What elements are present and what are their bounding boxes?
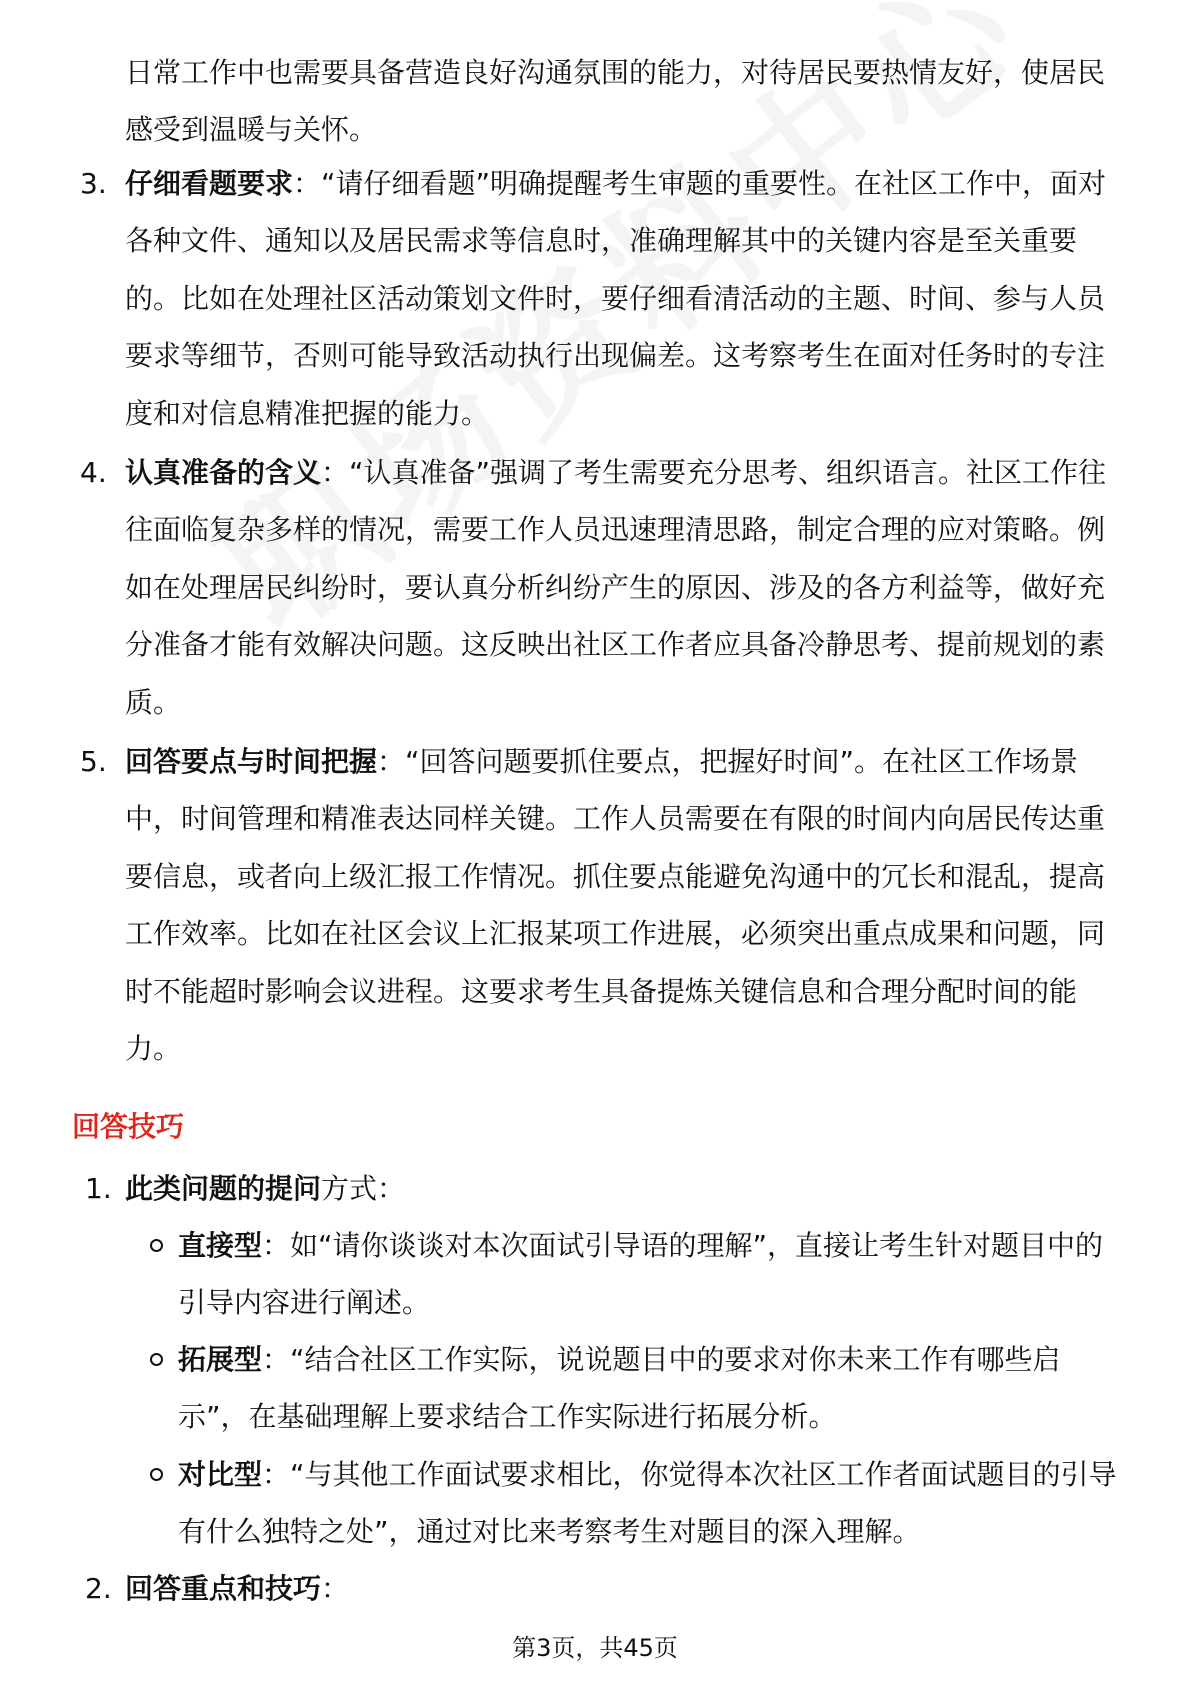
item-body: ： [321, 1572, 350, 1605]
bullet-circle-icon [150, 1239, 163, 1252]
bullet-item [178, 1217, 1128, 1332]
item-title: 回答重点和技巧 [125, 1572, 322, 1605]
item-title: 仔细看题要求 [125, 167, 294, 200]
item-title: 此类问题的提问 [125, 1172, 322, 1205]
bullet-body: ：“与其他工作面试要求相比，你觉得本次社区工作者面试题目的引导有什么独特之处”，通过对比来考察考生对题目的深入理解。 [178, 1458, 1117, 1549]
list-item [80, 444, 1115, 731]
section-heading: 回答技巧 [72, 1110, 185, 1143]
item-number: 1. [85, 1172, 112, 1205]
bullet-circle-icon [150, 1353, 163, 1366]
page-footer: 第3页，共45页 [512, 1634, 678, 1662]
sub-list-item [85, 1160, 1115, 1217]
list-item [80, 155, 1115, 442]
list-item [80, 733, 1115, 1077]
item-body: ：“请仔细看题”明确提醒考生审题的重要性。在社区工作中，面对各种文件、通知以及居民需求等信息时，准确理解其中的关键内容是至关重要的。比如在处理社区活动策划文件时，要仔细看清活动的主题、时间、参与人员要求等细节，否则可能导致活动执行出现偏差。这考察考生在面对任务时的专注度和对信息精准把握的能力。 [125, 167, 1107, 430]
bullet-title: 直接型 [178, 1229, 263, 1262]
item-number: 4. [80, 456, 107, 489]
bullet-item [178, 1331, 1128, 1446]
bullet-body: ：如“请你谈谈对本次面试引导语的理解”，直接让考生针对题目中的引导内容进行阐述。 [178, 1229, 1104, 1320]
item-number: 3. [80, 167, 107, 200]
item-number: 5. [80, 745, 107, 778]
sub-list-item [85, 1560, 1115, 1617]
item-title: 认真准备的含义 [125, 456, 322, 489]
bullet-circle-icon [150, 1468, 163, 1481]
item-number: 2. [85, 1572, 112, 1605]
item-body: ：“回答问题要抓住要点，把握好时间”。在社区工作场景中，时间管理和精准表达同样关键。工作人员需要在有限的时间内向居民传达重要信息，或者向上级汇报工作情况。抓住要点能避免沟通中的冗长和混乱，提高工作效率。比如在社区会议上汇报某项工作进展，必须突出重点成果和问题，同时不能超时影响会议进程。这要求考生具备提炼关键信息和合理分配时间的能力。 [125, 745, 1106, 1066]
item-title: 回答要点与时间把握 [125, 745, 378, 778]
bullet-title: 拓展型 [178, 1343, 263, 1376]
bullet-item [178, 1446, 1128, 1561]
item-body: ：“认真准备”强调了考生需要充分思考、组织语言。社区工作往往面临复杂多样的情况，需要工作人员迅速理清思路，制定合理的应对策略。例如在处理居民纠纷时，要认真分析纠纷产生的原因、涉及的各方利益等，做好充分准备才能有效解决问题。这反映出社区工作者应具备冷静思考、提前规划的素质。 [125, 456, 1107, 719]
item-body: 方式： [321, 1172, 406, 1205]
bullet-title: 对比型 [178, 1458, 263, 1491]
continuation-paragraph: 日常工作中也需要具备营造良好沟通氛围的能力，对待居民要热情友好，使居民感受到温暖与关怀。 [125, 56, 1106, 147]
bullet-body: ：“结合社区工作实际，说说题目中的要求对你未来工作有哪些启示”，在基础理解上要求结合工作实际进行拓展分析。 [178, 1343, 1061, 1434]
